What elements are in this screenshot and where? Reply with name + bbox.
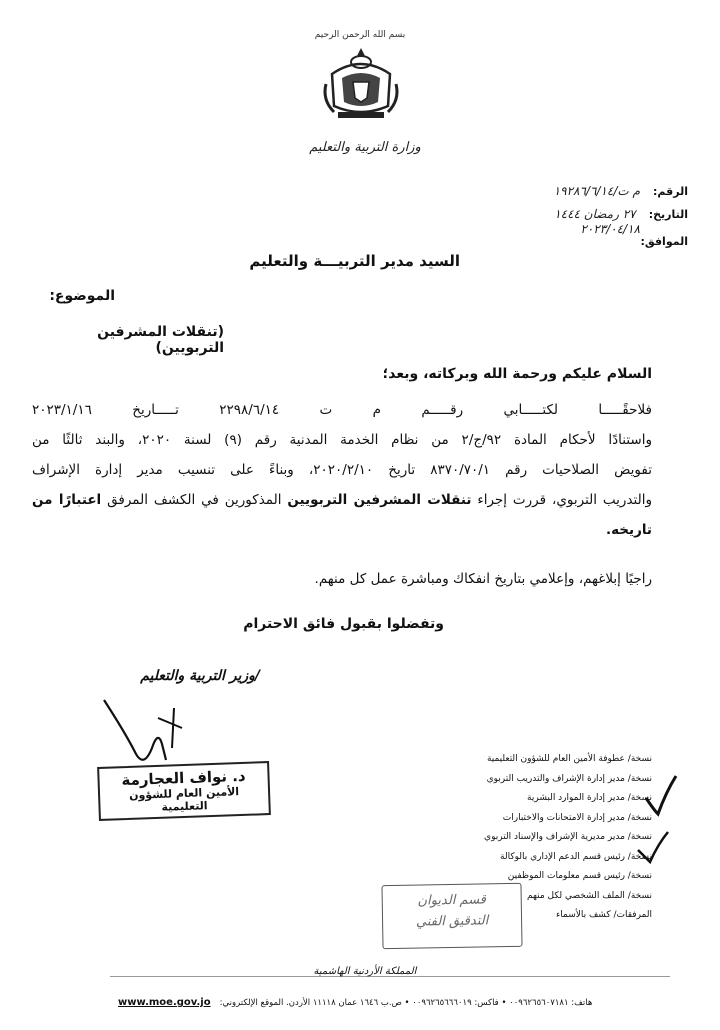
reference-row (488, 180, 688, 199)
letter-body (32, 395, 652, 545)
body-line-3: تفويض الصلاحيات رقم ٨٣٧٠/٧٠/١ تاريخ ٢٠٢٠/٢/١٠، وبناءً على تنسيب مدير إدارة الإشراف (32, 462, 652, 478)
cc-item: نسخة/ عطوفة الأمين العام للشؤون التعليمية (486, 754, 652, 764)
cc-item: نسخة/ الملف الشخصي لكل منهم (527, 890, 652, 901)
reference-label: الرقم: (653, 185, 688, 198)
signer-title: /وزير التربية والتعليم (140, 668, 260, 684)
stamp-name: د. نواف العجارمة (121, 766, 246, 790)
check-mark-icon (634, 828, 674, 868)
body-line-4: والتدريب التربوي، قررت إجراء تنقلات المشرفين التربويين المذكورين في الكشف المرفق اعتبارًا من (32, 492, 652, 508)
handwritten-signature (96, 684, 206, 774)
date-hijri: ٢٧ رمضان ١٤٤٤ (554, 207, 636, 221)
body-line-1: فلاحقًـــــا لكتـــــابي رقـــــم م ت ٢٢٩٨/٦/١٤ تـــــاريخ ٢٠٢٣/١/١٦ (32, 402, 652, 418)
cc-item: نسخة/ رئيس قسم الدعم الإداري بالوكالة (500, 851, 652, 862)
cc-item: نسخة/ مدير إدارة الإشراف والتدريب التربوي (486, 773, 652, 784)
body-line-2: واستنادًا لأحكام المادة ٩٢/ج/٢ من نظام الخدمة المدنية رقم (٩) لسنة ٢٠٢٠، والبند ثالثًا من (32, 432, 652, 448)
corresponding-label: الموافق: (640, 235, 688, 248)
signature-stamp (97, 761, 271, 821)
stamp-role: الأمين العام للشؤون التعليمية (128, 785, 240, 814)
website-link[interactable]: www.moe.gov.jo (118, 997, 211, 1008)
closing-line: وتفضلوا بقبول فائق الاحترام (243, 616, 444, 632)
date-gregorian: ٢٠٢٣/٠٤/١٨ (580, 222, 640, 236)
check-mark-icon (640, 770, 680, 820)
subject-label: الموضوع: (49, 288, 115, 304)
basmala: بسم الله الرحمن الرحيم (314, 30, 406, 40)
footer-contact-row (118, 990, 698, 1009)
subject-title: (تنقلات المشرفين التربويين) (97, 324, 224, 356)
date-label: التاريخ: (648, 208, 688, 221)
request-paragraph: راجيًا إبلاغهم، وإعلامي بتاريخ انفكاك ومباشرة عمل كل منهم. (314, 571, 652, 587)
ministry-name: وزارة التربية والتعليم (309, 140, 421, 155)
footer-contact: هاتف: ٠٠٩٦٢٦٥٦٠٧١٨١ • فاكس: ٠٠٩٦٢٦٥٦٦٦٠١٩ • ص.ب ١٦٤٦ عمان ١١١١٨ الأردن. الموقع الإلكتروني: (219, 998, 593, 1008)
cc-item: نسخة/ مدير إدارة الموارد البشرية (527, 793, 652, 803)
cc-item: نسخة/ مدير مديرية الإشراف والإسناد التربوي (484, 832, 652, 842)
received-stamp (381, 883, 522, 949)
footer-kingdom: المملكة الأردنية الهاشمية (313, 966, 417, 977)
cc-item: نسخة/ مدير إدارة الامتحانات والاختبارات (502, 812, 652, 823)
greeting: السلام عليكم ورحمة الله وبركاته، وبعد؛ (382, 366, 652, 382)
body-line-5: تاريخه. (605, 522, 652, 538)
received-stamp-line1: قسم الديوان (417, 892, 487, 909)
coat-of-arms-emblem (318, 44, 404, 122)
attachments-line: المرفقات/ كشف بالأسماء (556, 910, 652, 920)
reference-number: م ت/١٩٢٨٦/٦/١٤ (553, 184, 640, 198)
date-row (488, 203, 688, 222)
received-stamp-line2: التدقيق الفني (415, 913, 489, 930)
addressee: السيد مدير التربيـــة والتعليم (249, 252, 460, 270)
cc-item: نسخة/ رئيس قسم معلومات الموظفين (507, 871, 652, 881)
